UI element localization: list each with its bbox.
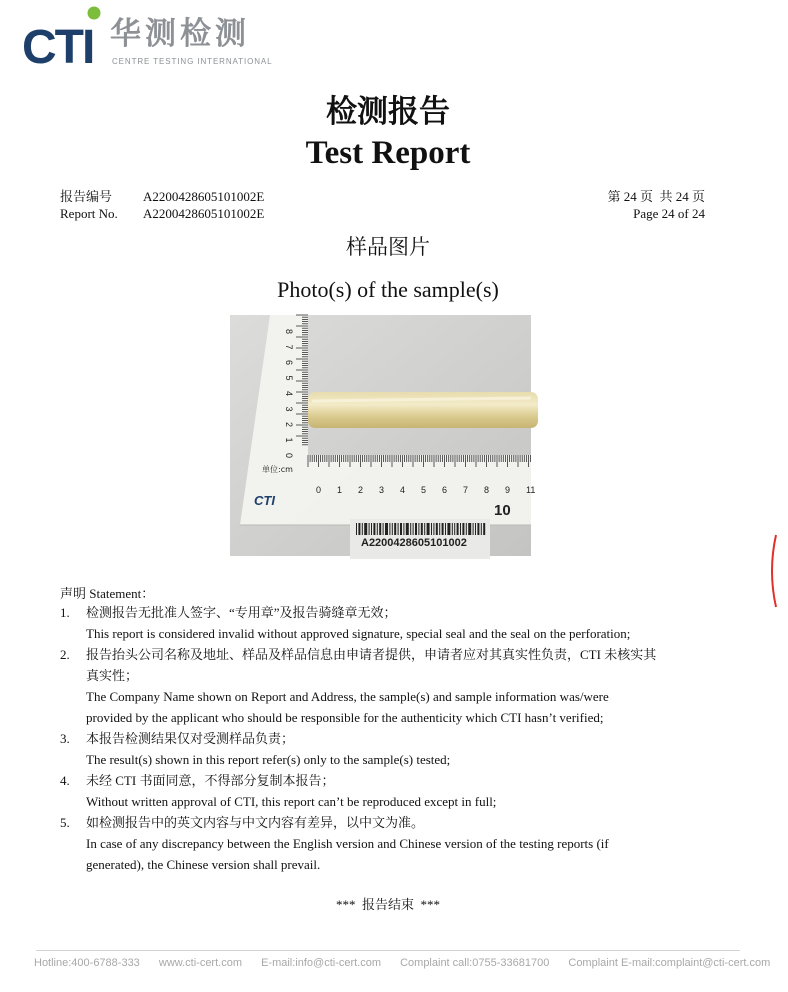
- statement-item-cn-cont: 真实性；: [86, 668, 139, 683]
- ruler-v-label: 2: [284, 422, 294, 428]
- sample-photo: [230, 315, 536, 556]
- statement-item-en: This report is considered invalid without approved signature, special seal and the seal on the perforation;: [86, 626, 631, 641]
- barcode-bar: [481, 523, 482, 535]
- barcode-bar: [377, 523, 378, 535]
- seal-edge: [768, 535, 788, 607]
- barcode-bar: [447, 523, 450, 535]
- end-of-report-mark: *** 报告结束 ***: [335, 897, 440, 912]
- barcode-text: A2200428605101002: [361, 537, 467, 549]
- ruler-unit-label: 单位:cm: [262, 465, 293, 474]
- barcode-bar: [415, 523, 417, 535]
- barcode-bar: [421, 523, 423, 535]
- ruler-h-label: 7: [463, 485, 469, 495]
- logo-letters: CTI: [22, 21, 94, 74]
- ruler-brand: CTI: [254, 493, 275, 508]
- logo-chinese-name: 华测检测: [110, 16, 250, 52]
- barcode-bar: [379, 523, 381, 535]
- footer-hotline: Hotline:400-6788-333: [34, 957, 140, 969]
- statement-item-en: The result(s) shown in this report refer(s) only to the sample(s) tested;: [86, 752, 451, 767]
- logo-english-name: CENTRE TESTING INTERNATIONAL: [112, 57, 273, 66]
- barcode-bar: [413, 523, 414, 535]
- statement-item-number: 3.: [60, 731, 70, 746]
- ruler-v-label: 4: [284, 391, 294, 397]
- statement-item-en: The Company Name shown on Report and Address, the sample(s) and sample information was/were: [86, 689, 609, 704]
- barcode-bar: [418, 523, 419, 535]
- ruler-h-label: 8: [484, 485, 490, 495]
- ruler-v-label: 3: [284, 406, 294, 412]
- barcode-bar: [466, 523, 467, 535]
- page-title-en: Test Report: [305, 135, 471, 171]
- ruler-v-label: 0: [284, 453, 294, 459]
- statement-item-en: In case of any discrepancy between the English version and Chinese version of the testing reports (if: [86, 836, 609, 851]
- statement-item-number: 2.: [60, 647, 70, 662]
- ruler-big-number: 10: [494, 502, 511, 519]
- ruler-v-label: 5: [284, 375, 294, 381]
- barcode-bar: [373, 523, 375, 535]
- footer-email: E-mail:info@cti-cert.com: [261, 957, 382, 969]
- ruler-h-label: 0: [316, 485, 322, 495]
- barcode-bar: [477, 523, 479, 535]
- ruler-v-label: 1: [284, 437, 294, 443]
- barcode-bar: [431, 523, 432, 535]
- barcode-bar: [475, 523, 476, 535]
- page-title-cn: 检测报告: [326, 94, 450, 130]
- barcode-bar: [439, 523, 440, 535]
- barcode-bar: [369, 523, 370, 535]
- barcode-bar: [460, 523, 461, 535]
- footer-contact-bar: [34, 957, 786, 969]
- ruler-h-label: 9: [505, 485, 511, 495]
- statement-item-number: 4.: [60, 773, 70, 788]
- barcode-bar: [427, 523, 430, 535]
- statement-item-en-cont: generated), the Chinese version shall prevail.: [86, 857, 321, 872]
- barcode-bar: [385, 523, 388, 535]
- footer-complaint-email: Complaint E-mail:complaint@cti-cert.com: [568, 957, 771, 969]
- barcode-label: [350, 519, 490, 559]
- statement-item-number: 1.: [60, 605, 70, 620]
- barcode-bar: [442, 523, 444, 535]
- section-title-en: Photo(s) of the sample(s): [277, 277, 499, 302]
- logo-dot-icon: [88, 7, 101, 20]
- ruler-v-label: 6: [284, 360, 294, 366]
- barcode-bar: [400, 523, 402, 535]
- footer-divider: [36, 950, 740, 951]
- ruler-h-label: 3: [379, 485, 385, 495]
- report-number-en: A2200428605101002E: [143, 206, 265, 221]
- barcode-bar: [362, 523, 363, 535]
- statement-title: 声明 Statement：: [60, 586, 155, 601]
- ruler-h-label: 4: [400, 485, 406, 495]
- statement-item-en-cont: provided by the applicant who should be responsible for the authenticity which CTI hasn’t verified;: [86, 710, 604, 725]
- ruler-h-label: 5: [421, 485, 427, 495]
- statement-item-cn: 报告抬头公司名称及地址、样品及样品信息由申请者提供，申请者应对其真实性负责，CTI 未核实其: [86, 647, 657, 662]
- ruler-v-label: 8: [284, 329, 294, 335]
- barcode-bar: [406, 523, 409, 535]
- barcode-bar: [454, 523, 455, 535]
- footer-complaint-call: Complaint call:0755-33681700: [400, 957, 550, 969]
- statement-item-cn: 本报告检测结果仅对受测样品负责；: [86, 731, 295, 746]
- barcode-bar: [364, 523, 367, 535]
- page-count-en: Page 24 of 24: [633, 206, 705, 221]
- barcode-bar: [356, 523, 357, 535]
- page-count-cn: 第 24 页 共 24 页: [607, 189, 705, 204]
- statement-item-en: Without written approval of CTI, this report can’t be reproduced except in full;: [86, 794, 497, 809]
- ruler-v-label: 7: [284, 344, 294, 350]
- statement-item-cn: 未经 CTI 书面同意，不得部分复制本报告；: [86, 773, 335, 788]
- barcode-bar: [398, 523, 399, 535]
- statement-item-number: 5.: [60, 815, 70, 830]
- section-title-cn: 样品图片: [346, 235, 430, 259]
- ruler-h-label: 1: [337, 485, 343, 495]
- ruler-h-label: 2: [358, 485, 364, 495]
- statement-item-cn: 检测报告无批准人签字、“专用章”及报告骑缝章无效；: [86, 605, 397, 620]
- sample-photo-drawing: [230, 315, 536, 556]
- report-no-label-cn: 报告编号: [60, 189, 113, 204]
- barcode-bar: [445, 523, 446, 535]
- report-number-cn: A2200428605101002E: [143, 189, 265, 204]
- barcode-bar: [392, 523, 393, 535]
- barcode-bar: [483, 523, 485, 535]
- barcode-bar: [452, 523, 453, 535]
- barcode-bar: [468, 523, 471, 535]
- barcode-bar: [389, 523, 390, 535]
- barcode-bar: [424, 523, 425, 535]
- barcode-bar: [403, 523, 404, 535]
- barcode-bar: [433, 523, 434, 535]
- barcode-bar: [457, 523, 459, 535]
- report-no-label-en: Report No.: [60, 206, 118, 221]
- statement-item-cn: 如检测报告中的英文内容与中文内容有差异，以中文为准。: [86, 815, 425, 830]
- barcode-bar: [394, 523, 396, 535]
- barcode-bar: [473, 523, 474, 535]
- ruler-h-label: 6: [442, 485, 448, 495]
- cti-logo: [22, 6, 112, 74]
- barcode-bar: [462, 523, 464, 535]
- barcode-bar: [371, 523, 372, 535]
- barcode-bar: [410, 523, 411, 535]
- footer-website: www.cti-cert.com: [158, 957, 242, 969]
- barcode-bar: [358, 523, 360, 535]
- ruler-h-label: 11: [526, 485, 536, 495]
- barcode-bar: [436, 523, 438, 535]
- barcode-bar: [383, 523, 384, 535]
